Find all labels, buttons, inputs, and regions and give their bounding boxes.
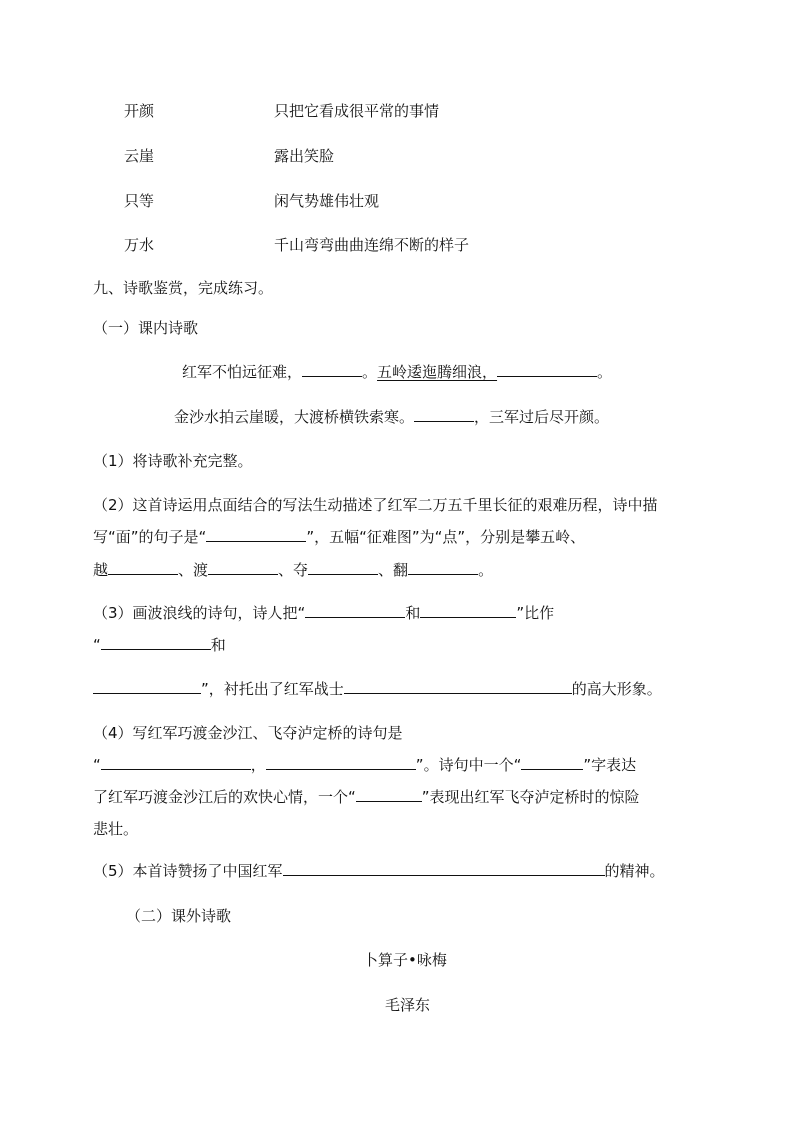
question-text: 的高大形象。 xyxy=(571,680,662,698)
answer-blank[interactable] xyxy=(208,560,278,575)
answer-blank[interactable] xyxy=(356,787,422,802)
question-text: ， xyxy=(250,756,266,774)
match-left-2: 云崖 xyxy=(124,147,155,165)
question-text: （3）画波浪线的诗句，诗人把“ xyxy=(93,604,306,622)
answer-blank[interactable] xyxy=(101,755,251,770)
question-text: 了红军巧渡金沙江后的欢快心情，一个“ xyxy=(93,788,356,806)
answer-blank[interactable] xyxy=(308,560,378,575)
poem-text: 金沙水拍云崖暖，大渡桥横铁索寒。 xyxy=(174,408,415,426)
question-5 xyxy=(93,861,665,881)
question-1: （1）将诗歌补充完整。 xyxy=(93,452,253,470)
part1-heading: （一）课内诗歌 xyxy=(93,319,199,337)
question-4-line-1: （4）写红军巧渡金沙江、飞夺泸定桥的诗句是 xyxy=(93,724,403,742)
question-text: 和 xyxy=(210,636,226,654)
answer-blank[interactable] xyxy=(414,407,474,422)
question-text: ”，衬托出了红军战士 xyxy=(201,680,344,698)
question-text: （5）本首诗赞扬了中国红军 xyxy=(93,862,283,880)
question-text: ”。诗句中一个“ xyxy=(415,756,522,774)
question-text: 。 xyxy=(478,561,494,579)
question-text: “ xyxy=(93,756,101,774)
poem2-title: 卜算子•咏梅 xyxy=(363,951,447,969)
question-text: 、翻 xyxy=(378,561,409,579)
answer-blank[interactable] xyxy=(305,603,405,618)
match-left-3: 只等 xyxy=(124,192,155,210)
question-text: ”字表达 xyxy=(583,756,637,774)
answer-blank[interactable] xyxy=(420,603,516,618)
poem-punct: 。 xyxy=(362,363,378,381)
match-right-2: 露出笑脸 xyxy=(274,147,335,165)
match-right-1: 只把它看成很平常的事情 xyxy=(274,102,440,120)
answer-blank[interactable] xyxy=(408,560,478,575)
match-left-4: 万水 xyxy=(124,236,155,254)
answer-blank[interactable] xyxy=(93,679,201,694)
question-3-line-1 xyxy=(93,603,554,623)
question-text: 越 xyxy=(93,561,109,579)
answer-blank[interactable] xyxy=(521,755,583,770)
question-4-line-3 xyxy=(93,787,640,807)
question-2-line-2 xyxy=(93,527,585,547)
poem-line-1 xyxy=(182,362,612,382)
answer-blank[interactable] xyxy=(302,362,362,377)
question-text: 和 xyxy=(405,604,421,622)
poem-line-2 xyxy=(174,407,609,427)
question-4-line-2 xyxy=(93,755,636,775)
question-text: ”表现出红军飞夺泸定桥时的惊险 xyxy=(421,788,640,806)
poem-text: 红军不怕远征难， xyxy=(182,363,303,381)
answer-blank[interactable] xyxy=(497,362,597,377)
question-3-line-3 xyxy=(93,679,662,699)
answer-blank[interactable] xyxy=(101,635,211,650)
question-text: ”，五幅“征难图”为“点”，分别是攀五岭、 xyxy=(306,528,586,546)
question-text: 、夺 xyxy=(278,561,309,579)
question-2-line-3 xyxy=(93,560,493,580)
answer-blank[interactable] xyxy=(283,861,605,876)
answer-blank[interactable] xyxy=(266,755,416,770)
match-right-4: 千山弯弯曲曲连绵不断的样子 xyxy=(274,236,470,254)
match-right-3: 闲气势雄伟壮观 xyxy=(274,192,380,210)
poem-punct: 。 xyxy=(597,363,613,381)
section-heading: 九、诗歌鉴赏，完成练习。 xyxy=(93,279,274,297)
question-2-line-1: （2）这首诗运用点面结合的写法生动描述了红军二万五千里长征的艰难历程，诗中描 xyxy=(93,496,658,514)
question-text: “ xyxy=(93,636,101,654)
answer-blank[interactable] xyxy=(108,560,178,575)
part2-heading: （二）课外诗歌 xyxy=(126,907,232,925)
question-3-line-2 xyxy=(93,635,226,655)
poem-text: ，三军过后尽开颜。 xyxy=(474,408,610,426)
poem2-author: 毛泽东 xyxy=(385,996,431,1014)
question-text: 写“面”的句子是“ xyxy=(93,528,207,546)
answer-blank[interactable] xyxy=(344,679,572,694)
question-text: 、渡 xyxy=(178,561,209,579)
question-4-line-4: 悲壮。 xyxy=(93,820,139,838)
match-left-1: 开颜 xyxy=(124,102,155,120)
question-text: 的精神。 xyxy=(604,862,665,880)
wavy-underlined-verse: 五岭逶迤腾细浪， xyxy=(377,363,498,381)
answer-blank[interactable] xyxy=(206,527,306,542)
question-text: ”比作 xyxy=(516,604,555,622)
